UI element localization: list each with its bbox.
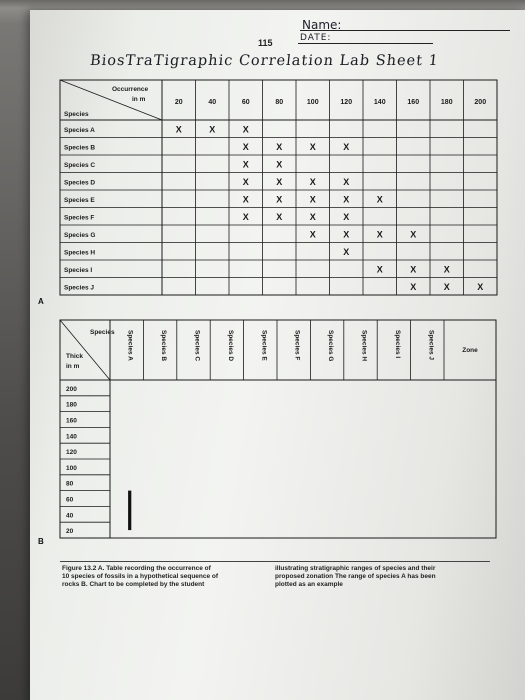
chart-b-thickness-tick: 200 bbox=[66, 385, 77, 393]
occurrence-mark: X bbox=[276, 194, 283, 205]
chart-b-thickness-tick: 40 bbox=[66, 512, 74, 520]
chart-b-thickness-tick: 100 bbox=[66, 464, 77, 472]
occurrence-mark: X bbox=[343, 211, 350, 222]
caption-right-line: plotted as an example bbox=[275, 581, 343, 588]
table-a-depth-header: 60 bbox=[241, 99, 250, 106]
page-number: 115 bbox=[258, 38, 273, 48]
occurrence-mark: X bbox=[242, 124, 249, 135]
table-a-depth-header: 40 bbox=[208, 99, 217, 106]
name-label: Name: bbox=[302, 18, 342, 32]
caption-right-line: illustrating stratigraphic ranges of species and their bbox=[275, 565, 436, 572]
table-a-depth-unit: in m bbox=[132, 96, 146, 103]
occurrence-mark: X bbox=[276, 176, 283, 187]
caption-divider bbox=[60, 561, 490, 562]
table-a-depth-header: 100 bbox=[306, 99, 319, 106]
occurrence-mark: X bbox=[276, 211, 283, 222]
table-a-species-name: Species D bbox=[64, 179, 96, 187]
table-a-depth-header: 140 bbox=[373, 99, 386, 106]
occurrence-mark: X bbox=[309, 141, 316, 152]
caption-left-line: 10 species of fossils in a hypothetical sequence of bbox=[62, 573, 219, 580]
page-title: BiosTraTigraphic Correlation Lab Sheet 1 bbox=[89, 53, 440, 69]
chart-b-species-header: Species F bbox=[293, 330, 301, 361]
occurrence-mark: X bbox=[410, 229, 417, 240]
caption-right bbox=[275, 565, 436, 589]
chart-b-species-label: Species bbox=[90, 329, 115, 336]
occurrence-mark: X bbox=[443, 281, 450, 292]
occurrence-mark: X bbox=[276, 141, 283, 152]
chart-b-species-header: Species C bbox=[193, 330, 201, 362]
chart-b-thickness-label: Thick bbox=[66, 353, 83, 360]
caption-left-line: Figure 13.2 A. Table recording the occurrence of bbox=[62, 565, 211, 572]
table-a-depth-header: 160 bbox=[407, 99, 420, 106]
occurrence-mark: X bbox=[242, 194, 249, 205]
chart-b-thickness-tick: 180 bbox=[66, 401, 77, 409]
table-a-species-name: Species A bbox=[64, 126, 95, 134]
occurrence-mark: X bbox=[410, 264, 417, 275]
chart-b-species-header: Species E bbox=[260, 330, 268, 361]
occurrence-mark: X bbox=[343, 246, 350, 257]
table-a-species-name: Species J bbox=[64, 284, 94, 292]
table-a-occurrence-label: Occurrence bbox=[112, 86, 149, 93]
species-a-range-bar bbox=[128, 491, 131, 530]
occurrence-mark: X bbox=[376, 194, 383, 205]
occurrence-mark: X bbox=[376, 229, 383, 240]
occurrence-mark: X bbox=[477, 281, 484, 292]
occurrence-mark: X bbox=[242, 159, 249, 170]
table-a-species-name: Species E bbox=[64, 196, 95, 204]
table-a-border bbox=[60, 80, 497, 295]
occurrence-mark: X bbox=[343, 229, 350, 240]
date-label: DATE: bbox=[300, 33, 332, 43]
table-a-species-name: Species G bbox=[64, 231, 96, 239]
table-a-label: A bbox=[38, 297, 44, 306]
occurrence-mark: X bbox=[175, 124, 182, 135]
chart-b-species-header: Species G bbox=[327, 330, 335, 362]
chart-b-zone-header: Zone bbox=[462, 347, 478, 354]
table-a-species-name: Species I bbox=[64, 266, 93, 274]
caption-left bbox=[62, 565, 218, 589]
occurrence-mark: X bbox=[309, 194, 316, 205]
table-a-depth-header: 20 bbox=[174, 99, 183, 106]
chart-b-species-header: Species D bbox=[226, 330, 234, 362]
chart-b-species-header: Species H bbox=[360, 330, 368, 362]
occurrence-mark: X bbox=[309, 211, 316, 222]
occurrence-mark: X bbox=[376, 264, 383, 275]
occurrence-mark: X bbox=[242, 141, 249, 152]
chart-b-thickness-tick: 80 bbox=[66, 480, 74, 488]
chart-b-thickness-tick: 120 bbox=[66, 449, 77, 457]
table-a-depth-header: 180 bbox=[440, 99, 453, 106]
chart-b-thickness-tick: 140 bbox=[66, 433, 77, 441]
table-a-species-header: Species bbox=[64, 111, 89, 118]
occurrence-mark: X bbox=[209, 124, 216, 135]
occurrence-mark: X bbox=[443, 264, 450, 275]
chart-b-species-header: Species B bbox=[160, 330, 168, 362]
chart-b-species-header: Species J bbox=[427, 330, 435, 360]
table-a-species-name: Species F bbox=[64, 214, 95, 222]
occurrence-mark: X bbox=[343, 194, 350, 205]
occurrence-mark: X bbox=[309, 176, 316, 187]
caption-right-line: proposed zonation The range of species A has been bbox=[275, 573, 436, 580]
chart-b-thickness-tick: 20 bbox=[66, 528, 74, 536]
table-a-depth-header: 80 bbox=[275, 99, 284, 106]
occurrence-mark: X bbox=[242, 211, 249, 222]
occurrence-mark: X bbox=[242, 176, 249, 187]
table-a-depth-header: 200 bbox=[474, 99, 487, 106]
occurrence-mark: X bbox=[343, 176, 350, 187]
occurrence-mark: X bbox=[343, 141, 350, 152]
table-a-species-name: Species B bbox=[64, 144, 96, 152]
chart-b-species-header: Species I bbox=[393, 330, 401, 359]
occurrence-mark: X bbox=[309, 229, 316, 240]
caption-left-line: rocks B. Chart to be completed by the student bbox=[62, 581, 205, 588]
chart-b-thickness-tick: 160 bbox=[66, 417, 77, 425]
chart-b-label: B bbox=[38, 537, 44, 546]
occurrence-mark: X bbox=[410, 281, 417, 292]
chart-b-thickness-tick: 60 bbox=[66, 496, 74, 504]
table-a-depth-header: 120 bbox=[340, 99, 353, 106]
chart-b-thickness-unit: in m bbox=[66, 363, 80, 370]
table-a-species-name: Species H bbox=[64, 249, 96, 257]
table-a-species-name: Species C bbox=[64, 161, 96, 169]
occurrence-mark: X bbox=[276, 159, 283, 170]
chart-b-species-header: Species A bbox=[126, 330, 134, 361]
